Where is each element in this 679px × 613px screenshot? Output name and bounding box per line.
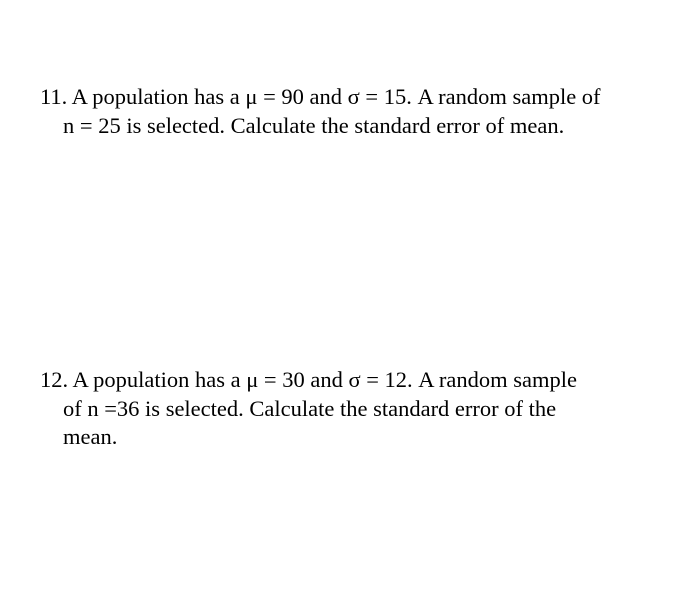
question-12-line-2: of n =36 is selected. Calculate the standard error of the xyxy=(63,395,557,421)
question-12-line-1: 12. A population has a μ = 30 and σ = 12. A random sample xyxy=(40,367,578,392)
question-11 xyxy=(40,83,670,140)
question-11-line-2: n = 25 is selected. Calculate the standard error of mean. xyxy=(63,112,565,138)
question-11-line-1: 11. A population has a μ = 90 and σ = 15. A random sample of xyxy=(40,84,601,109)
question-12-line-3: mean. xyxy=(63,424,118,449)
question-12 xyxy=(40,366,670,452)
